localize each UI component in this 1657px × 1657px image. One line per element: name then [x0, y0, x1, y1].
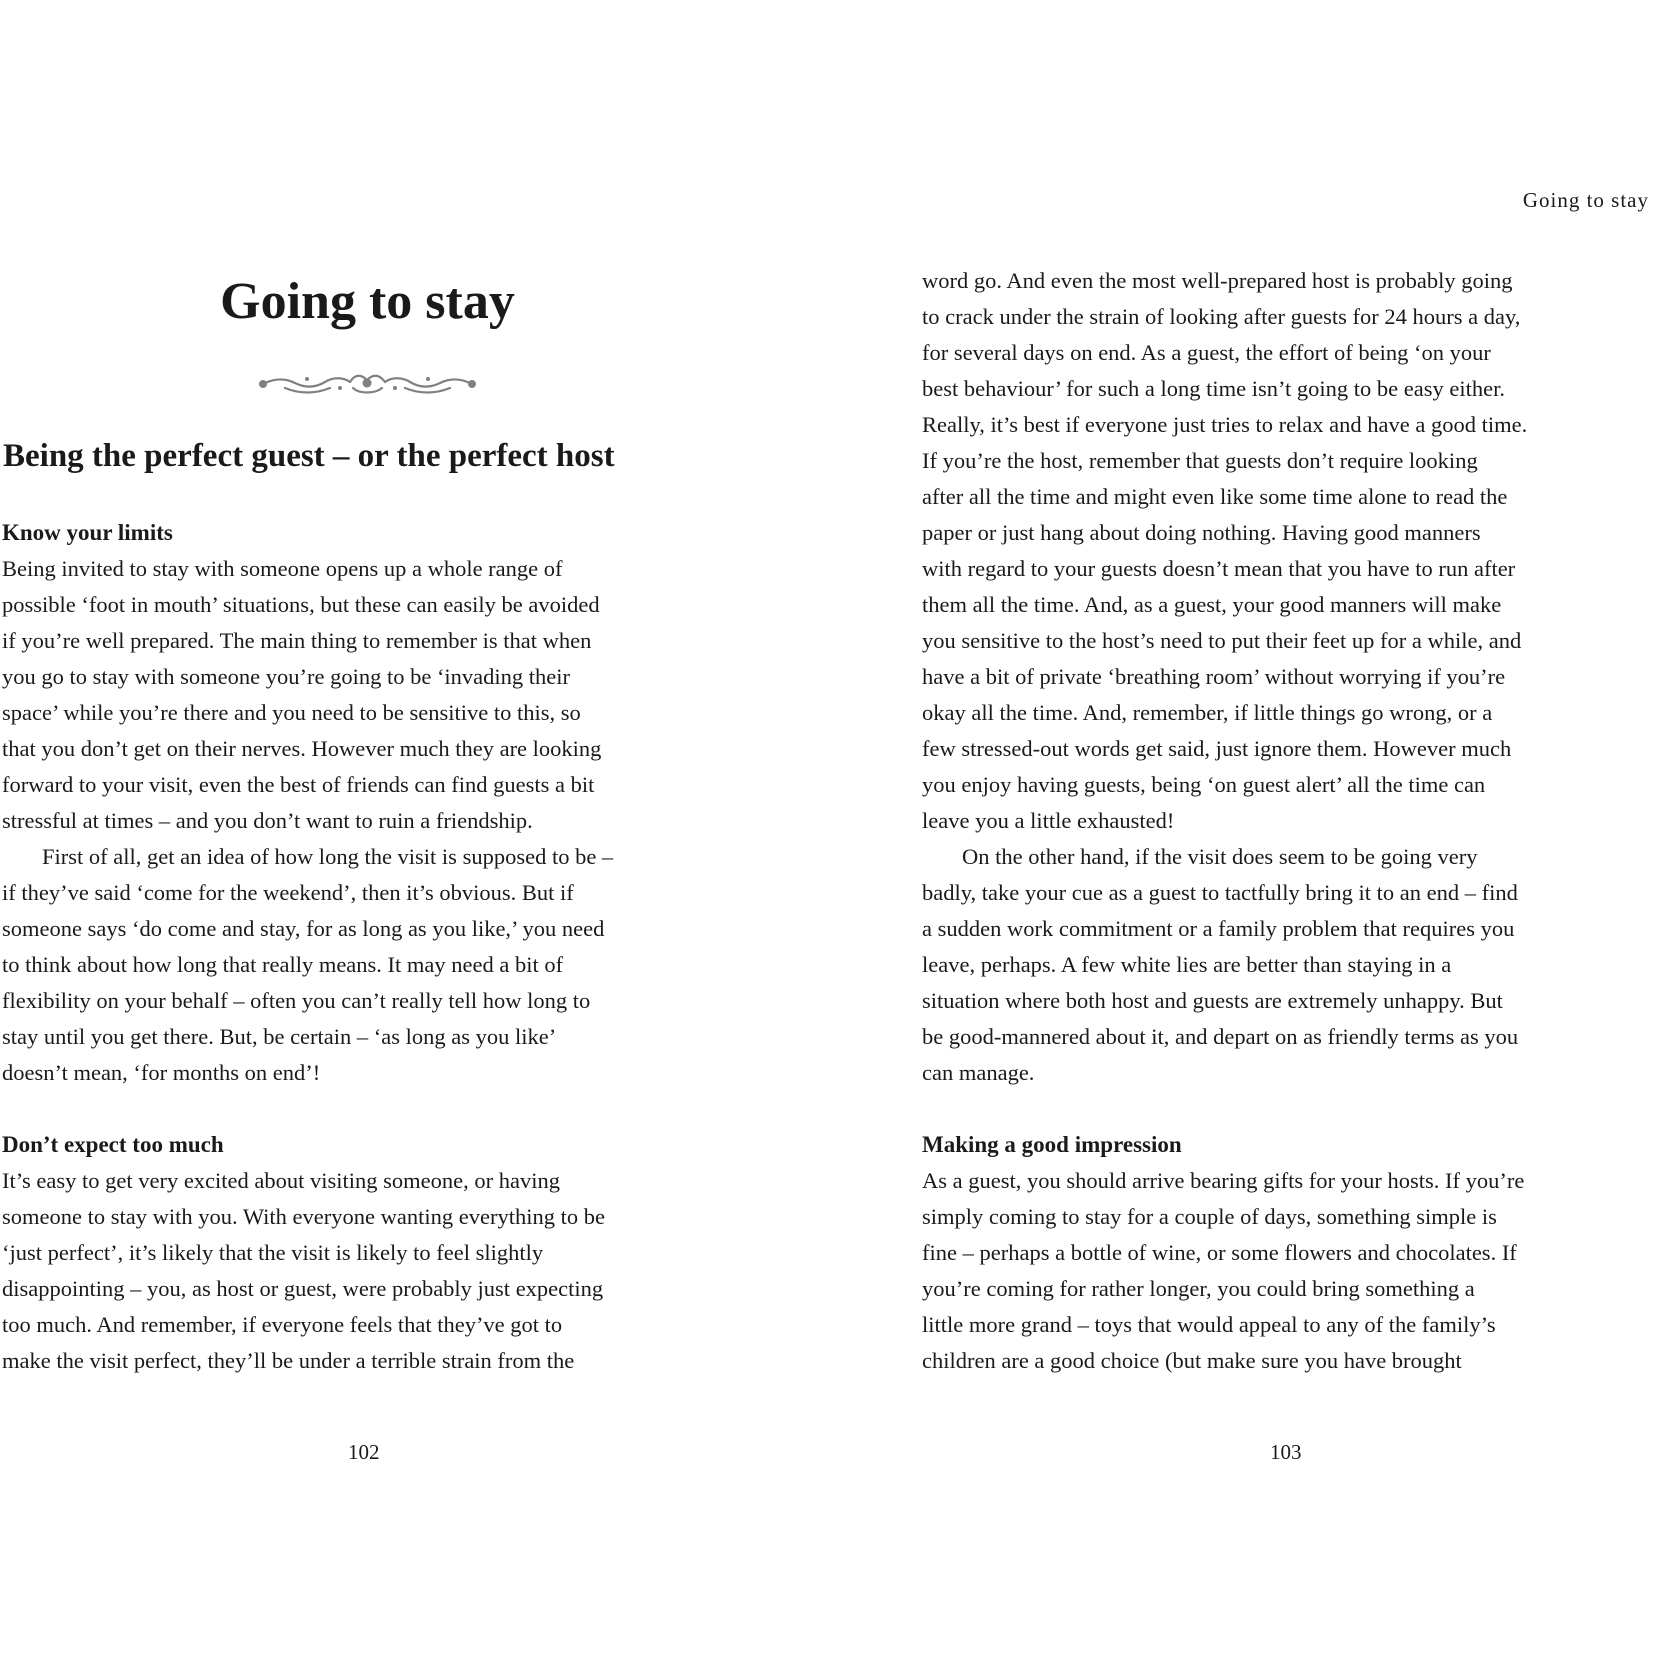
- text-line: children are a good choice (but make sure you have brought: [922, 1348, 1462, 1373]
- text-line: a sudden work commitment or a family problem that requires you: [922, 916, 1515, 941]
- text-line: flexibility on your behalf – often you can’t really tell how long to: [2, 988, 591, 1013]
- text-line: word go. And even the most well-prepared host is probably going: [922, 268, 1513, 293]
- text-line: badly, take your cue as a guest to tactfully bring it to an end – find: [922, 880, 1518, 905]
- text-line: best behaviour’ for such a long time isn’t going to be easy either.: [922, 376, 1505, 401]
- text-line: if they’ve said ‘come for the weekend’, then it’s obvious. But if: [2, 880, 574, 905]
- text-line: ‘just perfect’, it’s likely that the visit is likely to feel slightly: [2, 1240, 544, 1265]
- text-line: stressful at times – and you don’t want to ruin a friendship.: [2, 808, 533, 833]
- text-line: Being invited to stay with someone opens up a whole range of: [2, 556, 563, 581]
- text-line: As a guest, you should arrive bearing gifts for your hosts. If you’re: [922, 1168, 1525, 1193]
- text-line: okay all the time. And, remember, if little things go wrong, or a: [922, 700, 1493, 725]
- text-line: have a bit of private ‘breathing room’ without worrying if you’re: [922, 664, 1506, 689]
- text-line: you enjoy having guests, being ‘on guest alert’ all the time can: [922, 772, 1486, 797]
- text-line: be good-mannered about it, and depart on as friendly terms as you: [922, 1024, 1519, 1049]
- text-line: someone to stay with you. With everyone wanting everything to be: [2, 1204, 605, 1229]
- text-line: leave you a little exhausted!: [922, 808, 1175, 833]
- text-line: to think about how long that really means. It may need a bit of: [2, 952, 564, 977]
- left-text-column: [2, 515, 737, 1379]
- section-title: Being the perfect guest – or the perfect host: [3, 438, 615, 474]
- text-line: On the other hand, if the visit does seem to be going very: [962, 844, 1478, 869]
- subheading-making-a-good-impression: Making a good impression: [922, 1132, 1182, 1157]
- text-line: you go to stay with someone you’re going to be ‘invading their: [2, 664, 571, 689]
- text-line: little more grand – toys that would appeal to any of the family’s: [922, 1312, 1496, 1337]
- text-line: after all the time and might even like some time alone to read the: [922, 484, 1508, 509]
- text-line: for several days on end. As a guest, the effort of being ‘on your: [922, 340, 1491, 365]
- text-line: you sensitive to the host’s need to put their feet up for a while, and: [922, 628, 1522, 653]
- running-head: Going to stay: [1522, 188, 1649, 212]
- text-line: someone says ‘do come and stay, for as long as you like,’ you need: [2, 916, 605, 941]
- page-number: 102: [348, 1440, 380, 1464]
- text-line: fine – perhaps a bottle of wine, or some flowers and chocolates. If: [922, 1240, 1517, 1265]
- text-line: to crack under the strain of looking after guests for 24 hours a day,: [922, 304, 1521, 329]
- text-line: forward to your visit, even the best of friends can find guests a bit: [2, 772, 595, 797]
- text-line: can manage.: [922, 1060, 1035, 1085]
- text-line: doesn’t mean, ‘for months on end’!: [2, 1060, 321, 1085]
- flourish-ornament-icon: [255, 368, 480, 398]
- page-number: 103: [1270, 1440, 1302, 1464]
- text-line: First of all, get an idea of how long the visit is supposed to be –: [42, 844, 614, 869]
- text-line: situation where both host and guests are extremely unhappy. But: [922, 988, 1503, 1013]
- chapter-title: Going to stay: [220, 273, 515, 330]
- text-line: simply coming to stay for a couple of days, something simple is: [922, 1204, 1497, 1229]
- text-line: possible ‘foot in mouth’ situations, but these can easily be avoided: [2, 592, 600, 617]
- right-page: [920, 0, 1657, 1657]
- text-line: if you’re well prepared. The main thing to remember is that when: [2, 628, 592, 653]
- right-text-column: [922, 263, 1657, 1379]
- text-line: that you don’t get on their nerves. However much they are looking: [2, 736, 602, 761]
- text-line: space’ while you’re there and you need to be sensitive to this, so: [2, 700, 581, 725]
- text-line: stay until you get there. But, be certain – ‘as long as you like’: [2, 1024, 557, 1049]
- text-line: too much. And remember, if everyone feels that they’ve got to: [2, 1312, 563, 1337]
- left-page: [0, 0, 740, 1657]
- text-line: them all the time. And, as a guest, your good manners will make: [922, 592, 1502, 617]
- text-line: few stressed-out words get said, just ignore them. However much: [922, 736, 1512, 761]
- text-line: you’re coming for rather longer, you could bring something a: [922, 1276, 1475, 1301]
- text-line: with regard to your guests doesn’t mean that you have to run after: [922, 556, 1516, 581]
- text-line: disappointing – you, as host or guest, were probably just expecting: [2, 1276, 604, 1301]
- text-line: It’s easy to get very excited about visiting someone, or having: [2, 1168, 560, 1193]
- subheading-dont-expect-too-much: Don’t expect too much: [2, 1132, 224, 1157]
- text-line: Really, it’s best if everyone just tries to relax and have a good time.: [922, 412, 1528, 437]
- text-line: make the visit perfect, they’ll be under a terrible strain from the: [2, 1348, 575, 1373]
- text-line: If you’re the host, remember that guests don’t require looking: [922, 448, 1478, 473]
- text-line: leave, perhaps. A few white lies are better than staying in a: [922, 952, 1452, 977]
- text-line: paper or just hang about doing nothing. Having good manners: [922, 520, 1481, 545]
- subheading-know-your-limits: Know your limits: [2, 520, 173, 545]
